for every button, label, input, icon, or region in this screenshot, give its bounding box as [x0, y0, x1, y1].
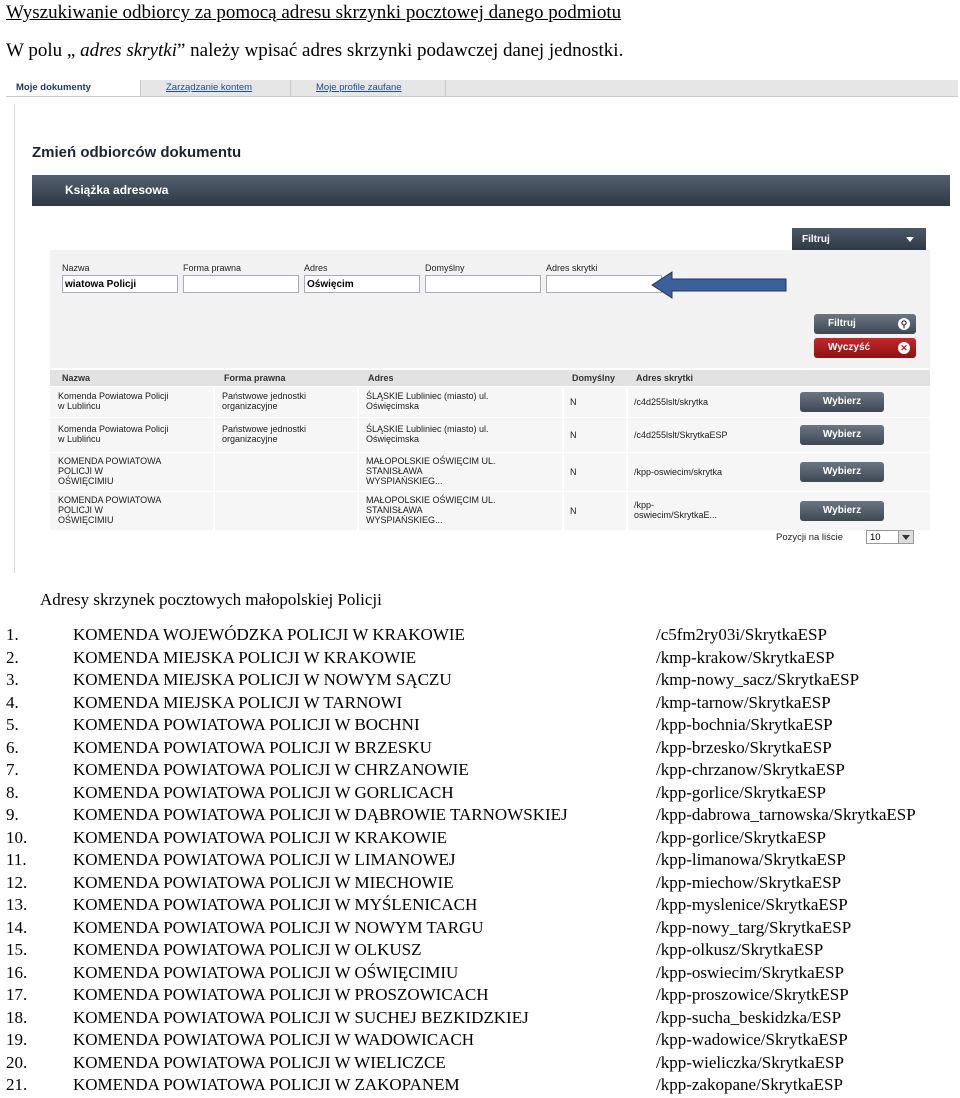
label-adres-skrytki: Adres skrytki — [546, 263, 598, 273]
list-item — [0, 1029, 960, 1051]
list-item-num: 4. — [6, 692, 19, 712]
cell-line: OŚWIĘCIMIU — [58, 515, 114, 525]
cell-nazwa — [58, 495, 161, 525]
cell-line: Komenda Powiatowa Policji — [58, 391, 169, 401]
cell-line: Komenda Powiatowa Policji — [58, 424, 169, 434]
list-item — [0, 804, 960, 826]
column-separator — [213, 453, 215, 491]
arrow-left-icon — [650, 270, 790, 300]
list-item-name: KOMENDA POWIATOWA POLICJI W OLKUSZ — [73, 940, 422, 959]
cell-line: POLICJI W — [58, 505, 104, 515]
document-intro — [6, 40, 623, 62]
list-item-num: 18. — [6, 1007, 28, 1027]
list-item-name: KOMENDA POWIATOWA POLICJI W ZAKOPANEM — [73, 1075, 460, 1094]
search-icon: ⚲ — [898, 318, 910, 330]
list-item — [0, 917, 960, 939]
list-item-num: 9. — [6, 805, 19, 824]
list-item-name: KOMENDA WOJEWÓDZKA POLICJI W KRAKOWIE — [73, 625, 465, 644]
list-item-name: KOMENDA POWIATOWA POLICJI W WIELICZCE — [73, 1052, 446, 1072]
list-item-name: KOMENDA MIEJSKA POLICJI W NOWYM SĄCZU — [73, 670, 452, 689]
filter-toggle-label: Filtruj — [802, 234, 830, 245]
list-item — [0, 1052, 960, 1074]
list-item — [0, 669, 960, 691]
list-item-name: KOMENDA POWIATOWA POLICJI W BOCHNI — [73, 715, 420, 734]
list-item-num: 10. — [6, 827, 28, 847]
list-item-name: KOMENDA POWIATOWA POLICJI W DĄBROWIE TARNOWSKIEJ — [73, 805, 568, 824]
filter-form — [50, 250, 930, 368]
cell-skrytka: /kpp-oswiecim/skrytka — [634, 467, 723, 477]
list-item — [0, 894, 960, 916]
column-separator — [213, 418, 215, 452]
list-item-addr: /kpp-nowy_targ/SkrytkaESP — [656, 917, 852, 937]
list-item-addr: /kpp-sucha_beskidzka/ESP — [656, 1007, 842, 1027]
embedded-screenshot — [6, 80, 958, 573]
column-separator — [626, 453, 628, 491]
list-item-addr: /kpp-oswiecim/SkrytkaESP — [656, 962, 844, 982]
cell-line: /kpp- — [634, 500, 655, 510]
column-separator — [626, 492, 628, 530]
list-item-addr: /c5fm2ry03i/SkrytkaESP — [656, 625, 827, 644]
col-adres[interactable]: Adres — [368, 373, 394, 383]
table-row[interactable] — [50, 453, 930, 492]
list-item-name: KOMENDA POWIATOWA POLICJI W MIECHOWIE — [73, 872, 454, 892]
address-book-label: Książka adresowa — [65, 183, 169, 197]
list-item-name: KOMENDA POWIATOWA POLICJI W BRZESKU — [73, 737, 432, 757]
cell-domyslny: N — [570, 430, 577, 440]
tab-zarzadzanie-kontem[interactable]: Zarządzanie kontem — [156, 80, 291, 96]
adres-input[interactable]: Oświęcim — [304, 275, 420, 293]
wybierz-button[interactable]: Wybierz — [800, 501, 884, 521]
cell-line: STANISŁAWA — [366, 466, 423, 476]
list-item-addr: /kpp-zakopane/SkrytkaESP — [656, 1075, 843, 1094]
list-item-addr: /kpp-olkusz/SkrytkaESP — [656, 940, 824, 959]
list-item-num: 21. — [6, 1075, 28, 1094]
list-item-num: 2. — [6, 647, 19, 667]
address-book-bar[interactable] — [32, 175, 950, 206]
cell-line: WYSPIAŃSKIEG... — [366, 476, 443, 486]
list-item-name: KOMENDA POWIATOWA POLICJI W GORLICACH — [73, 782, 454, 802]
page-size-value: 10 — [870, 532, 881, 543]
list-item-addr: /kpp-gorlice/SkrytkaESP — [656, 782, 826, 802]
pager-label: Pozycji na liście — [776, 532, 844, 543]
table-row[interactable] — [50, 418, 930, 453]
wybierz-button[interactable]: Wybierz — [800, 425, 884, 445]
list-item — [0, 647, 960, 669]
wybierz-button[interactable]: Wybierz — [800, 462, 884, 482]
list-item — [0, 692, 960, 714]
document-heading: Wyszukiwanie odbiorcy za pomocą adresu skrzynki pocztowej danego podmiotu — [6, 2, 622, 23]
filter-toggle[interactable] — [792, 228, 926, 252]
cell-domyslny: N — [570, 467, 577, 477]
list-item — [0, 759, 960, 781]
table-row[interactable] — [50, 492, 930, 531]
cell-line: KOMENDA POWIATOWA — [58, 495, 162, 505]
list-item-num: 7. — [6, 760, 19, 779]
tab-moje-profile-zaufane[interactable]: Moje profile zaufane — [306, 80, 446, 96]
list-item — [0, 939, 960, 961]
column-separator — [213, 492, 215, 530]
list-item — [0, 827, 960, 849]
column-separator — [626, 418, 628, 452]
cell-line: w Lublińcu — [58, 434, 101, 444]
list-item — [0, 872, 960, 894]
cell-line: ŚLĄSKIE Lubliniec (miasto) ul. — [366, 391, 489, 401]
column-separator — [357, 453, 359, 491]
list-item-addr: /kpp-proszowice/SkrytkESP — [656, 985, 849, 1004]
list-item-num: 3. — [6, 670, 19, 689]
column-separator — [562, 492, 564, 530]
list-item — [0, 624, 960, 646]
column-separator — [562, 418, 564, 452]
list-item-addr: /kpp-brzesko/SkrytkaESP — [656, 737, 832, 757]
list-item-num: 8. — [6, 782, 19, 802]
list-item-num: 16. — [6, 962, 28, 982]
label-forma-prawna: Forma prawna — [183, 263, 242, 273]
list-item-name: KOMENDA POWIATOWA POLICJI W WADOWICACH — [73, 1030, 475, 1049]
list-item-addr: /kpp-myslenice/SkrytkaESP — [656, 895, 848, 914]
clear-button[interactable] — [814, 338, 916, 358]
cell-line: Oświęcimska — [366, 401, 420, 411]
col-domyslny[interactable]: Domyślny — [572, 373, 616, 383]
cell-forma — [222, 391, 306, 411]
page-title: Zmień odbiorców dokumentu — [32, 144, 242, 161]
chevron-down-icon — [906, 237, 914, 242]
filter-button[interactable] — [814, 314, 916, 334]
cell-adres — [366, 456, 496, 486]
cell-line: Państwowe jednostki — [222, 424, 307, 434]
cell-nazwa — [58, 424, 169, 444]
column-separator — [213, 387, 215, 417]
cell-line: oswiecim/SkrytkaE... — [634, 510, 718, 520]
cell-skrytka: /c4d255lslt/SkrytkaESP — [634, 430, 728, 440]
list-item-num: 17. — [6, 985, 28, 1004]
table-row[interactable] — [50, 387, 930, 418]
list-item — [0, 737, 960, 759]
list-item — [0, 962, 960, 984]
intro-italic: adres skrytki — [75, 40, 177, 61]
adres-skrytki-input[interactable] — [546, 275, 662, 293]
cell-line: STANISŁAWA — [366, 505, 423, 515]
cell-adres — [366, 424, 489, 444]
list-item-name: KOMENDA POWIATOWA POLICJI W KRAKOWIE — [73, 827, 447, 847]
list-item-name: KOMENDA MIEJSKA POLICJI W TARNOWI — [73, 692, 403, 712]
wybierz-button[interactable]: Wybierz — [800, 392, 884, 412]
list-item-num: 14. — [6, 917, 28, 937]
list-title: Adresy skrzynek pocztowych małopolskiej Policji — [40, 590, 382, 609]
list-item — [0, 714, 960, 736]
list-item — [0, 1007, 960, 1029]
list-item-name: KOMENDA POWIATOWA POLICJI W NOWYM TARGU — [73, 917, 484, 937]
list-item-addr: /kmp-krakow/SkrytkaESP — [656, 647, 835, 667]
cell-line: Państwowe jednostki — [222, 391, 307, 401]
cell-line: organizacyjne — [222, 401, 278, 411]
list-item-addr: /kpp-wieliczka/SkrytkaESP — [656, 1052, 844, 1072]
close-icon: ✕ — [898, 342, 910, 354]
chevron-down-icon — [898, 531, 913, 543]
list-item-addr: /kpp-bochnia/SkrytkaESP — [656, 715, 833, 734]
intro-post: ” należy wpisać adres skrzynki podawczej danej jednostki. — [176, 40, 624, 61]
list-item-addr: /kmp-tarnow/SkrytkaESP — [656, 692, 831, 712]
list-item-name: KOMENDA POWIATOWA POLICJI W CHRZANOWIE — [73, 760, 469, 779]
cell-line: MAŁOPOLSKIE OŚWIĘCIM UL. — [366, 456, 496, 466]
cell-nazwa — [58, 391, 169, 411]
cell-domyslny: N — [570, 397, 577, 407]
cell-line: Oświęcimska — [366, 434, 420, 444]
page-size-select[interactable] — [866, 530, 914, 544]
list-item — [0, 984, 960, 1006]
list-item-addr: /kpp-miechow/SkrytkaESP — [656, 872, 842, 892]
cell-line: WYSPIAŃSKIEG... — [366, 515, 443, 525]
list-item-name: KOMENDA POWIATOWA POLICJI W MYŚLENICACH — [73, 895, 478, 914]
table-header — [50, 370, 930, 386]
cell-forma — [222, 424, 306, 444]
cell-domyslny: N — [570, 506, 577, 516]
list-item-name: KOMENDA POWIATOWA POLICJI W PROSZOWICACH — [73, 985, 489, 1004]
list-item-name: KOMENDA POWIATOWA POLICJI W LIMANOWEJ — [73, 850, 456, 869]
col-adres-skrytki[interactable]: Adres skrytki — [636, 373, 694, 383]
forma-prawna-input[interactable] — [183, 275, 299, 293]
list-item-num: 11. — [6, 850, 27, 869]
nazwa-input[interactable]: wiatowa Policji — [62, 275, 178, 293]
label-adres: Adres — [304, 263, 328, 273]
col-nazwa[interactable]: Nazwa — [62, 373, 91, 383]
tab-moje-dokumenty[interactable]: Moje dokumenty — [6, 80, 141, 96]
list-item-num: 12. — [6, 872, 28, 892]
filter-button-label: Filtruj — [828, 318, 856, 329]
list-item-addr: /kpp-dabrowa_tarnowska/SkrytkaESP — [656, 805, 916, 824]
label-nazwa: Nazwa — [62, 263, 90, 273]
list-item-addr: /kpp-gorlice/SkrytkaESP — [656, 827, 826, 847]
cell-adres — [366, 495, 496, 525]
list-item-num: 13. — [6, 895, 28, 914]
intro-pre: W polu „ — [6, 40, 76, 61]
list-item-addr: /kpp-chrzanow/SkrytkaESP — [656, 760, 845, 779]
column-separator — [357, 418, 359, 452]
list-item-num: 1. — [6, 625, 19, 644]
column-separator — [357, 387, 359, 417]
list-item-num: 20. — [6, 1052, 28, 1072]
domyslny-input[interactable] — [425, 275, 541, 293]
cell-adres — [366, 391, 489, 411]
list-item-num: 5. — [6, 715, 19, 734]
cell-line: OŚWIĘCIMIU — [58, 476, 114, 486]
clear-button-label: Wyczyść — [828, 342, 871, 353]
cell-line: organizacyjne — [222, 434, 278, 444]
cell-line: POLICJI W — [58, 466, 104, 476]
label-domyslny: Domyślny — [425, 263, 465, 273]
list-item-addr: /kpp-limanowa/SkrytkaESP — [656, 850, 846, 869]
list-item-name: KOMENDA POWIATOWA POLICJI W SUCHEJ BEZKIDZKIEJ — [73, 1007, 529, 1027]
cell-nazwa — [58, 456, 161, 486]
cell-line: w Lublińcu — [58, 401, 101, 411]
column-separator — [562, 387, 564, 417]
list-item-name: KOMENDA POWIATOWA POLICJI W OŚWIĘCIMIU — [73, 962, 459, 982]
list-item — [0, 849, 960, 871]
cell-line: ŚLĄSKIE Lubliniec (miasto) ul. — [366, 424, 489, 434]
list-item-name: KOMENDA MIEJSKA POLICJI W KRAKOWIE — [73, 647, 417, 667]
list-item-addr: /kpp-wadowice/SkrytkaESP — [656, 1030, 848, 1049]
list-item-addr: /kmp-nowy_sacz/SkrytkaESP — [656, 670, 860, 689]
column-separator — [562, 453, 564, 491]
col-forma-prawna[interactable]: Forma prawna — [224, 373, 286, 383]
column-separator — [357, 492, 359, 530]
list-item-num: 15. — [6, 940, 28, 959]
cell-line: MAŁOPOLSKIE OŚWIĘCIM UL. — [366, 495, 496, 505]
list-item — [0, 782, 960, 804]
list-item-num: 19. — [6, 1030, 28, 1049]
cell-skrytka — [634, 500, 717, 520]
column-separator — [626, 387, 628, 417]
top-tabs — [6, 80, 958, 97]
cell-skrytka: /c4d255lslt/skrytka — [634, 397, 709, 407]
cell-line: KOMENDA POWIATOWA — [58, 456, 162, 466]
list-item — [0, 1074, 960, 1096]
list-item-num: 6. — [6, 737, 19, 757]
